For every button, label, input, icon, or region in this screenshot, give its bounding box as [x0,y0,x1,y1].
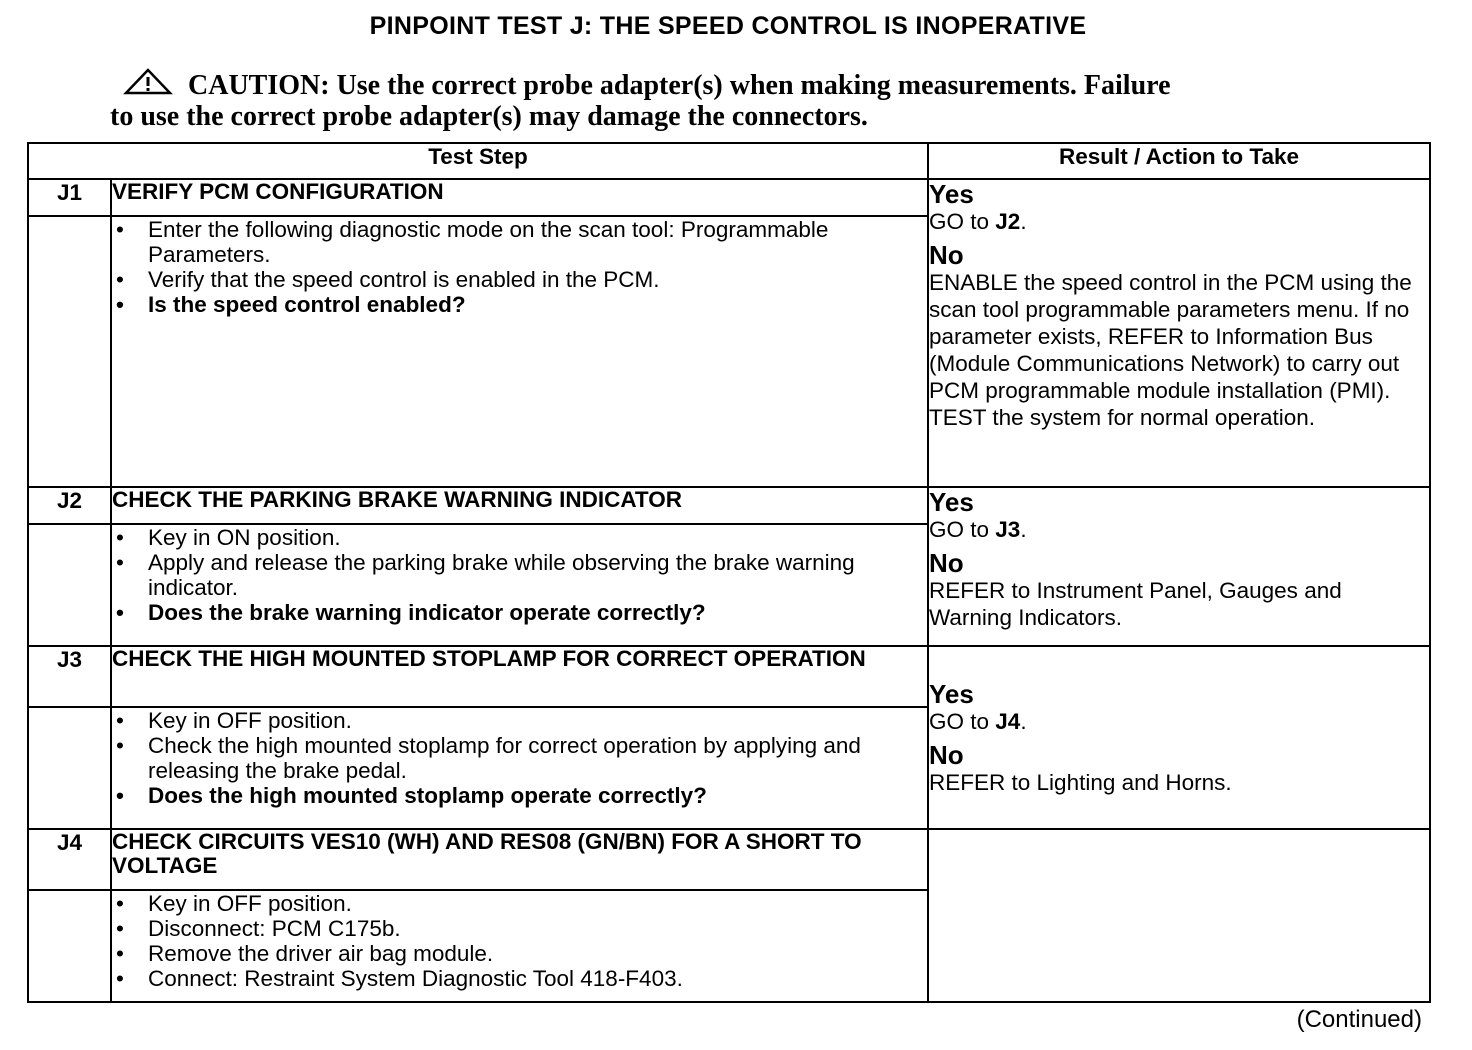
caution-notice [110,68,1330,132]
no-action: REFER to Instrument Panel, Gauges and Warning Indicators. [929,578,1342,630]
yes-action: GO to J3. [929,517,1027,542]
step-j4-result [928,829,1430,1002]
step-question: • Does the high mounted stoplamp operate correctly? [112,783,927,808]
no-action: ENABLE the speed control in the PCM using the scan tool programmable parameters menu. If no parameter exists, REFER to Information Bus (Module Communications Network) to carry out PCM programmable module installation (PMI). TEST the system for normal operation. [929,270,1412,430]
warning-triangle-icon [122,68,174,96]
yes-target: J4 [995,708,1021,734]
yes-target: J3 [995,517,1021,542]
step-id: J4 [28,829,111,890]
no-action: REFER to Lighting and Horns. [929,769,1232,795]
step-title: CHECK THE PARKING BRAKE WARNING INDICATOR [111,487,928,524]
step-j2-title-row [28,487,1430,524]
no-label: No [929,548,964,578]
yes-target: J2 [995,209,1021,234]
step-bullet: • Key in ON position. [112,525,927,550]
yes-label: Yes [929,179,974,209]
pinpoint-test-table [27,142,1431,1003]
continued-label: (Continued) [1296,1006,1422,1033]
step-id: J3 [28,646,111,707]
step-body [111,707,928,829]
step-j1-result [928,179,1430,487]
caution-line-1: Use the correct probe adapter(s) when making measurements. Failure [336,70,1171,101]
step-question: • Does the brake warning indicator operate correctly? [112,600,927,625]
caution-label: CAUTION: [188,70,330,101]
step-bullet: • Check the high mounted stoplamp for correct operation by applying and releasing the brake pedal. [112,733,927,783]
step-j3-title-row [28,646,1430,707]
step-bullet: • Connect: Restraint System Diagnostic Tool 418-F403. [112,966,927,991]
step-id-spacer [28,524,111,646]
yes-label: Yes [929,487,974,517]
step-title: VERIFY PCM CONFIGURATION [111,179,928,216]
step-id-spacer [28,707,111,829]
caution-line-2: to use the correct probe adapter(s) may damage the connectors. [110,101,868,132]
step-bullet: • Key in OFF position. [112,891,927,916]
step-bullet: • Enter the following diagnostic mode on the scan tool: Programmable Parameters. [112,217,927,267]
step-body [111,524,928,646]
step-id: J2 [28,487,111,524]
step-bullet: • Verify that the speed control is enabled in the PCM. [112,267,927,292]
no-label: No [929,739,964,770]
header-result-action: Result / Action to Take [928,143,1430,179]
page-title: PINPOINT TEST J: THE SPEED CONTROL IS INOPERATIVE [369,12,1087,40]
step-question: • Is the speed control enabled? [112,292,927,317]
step-j3-result [928,646,1430,829]
step-bullet: • Disconnect: PCM C175b. [112,916,927,941]
table-header-row [28,143,1430,179]
header-test-step: Test Step [28,143,928,179]
step-body [111,890,928,1002]
step-bullet: • Apply and release the parking brake while observing the brake warning indicator. [112,550,927,600]
step-id-spacer [28,890,111,1002]
step-j2-result [928,487,1430,646]
yes-action: GO to J4. [929,708,1027,734]
no-label: No [929,240,964,270]
step-j4-title-row [28,829,1430,890]
step-id: J1 [28,179,111,216]
step-j1-title-row [28,179,1430,216]
yes-label: Yes [929,678,974,709]
step-id-spacer [28,216,111,487]
yes-action: GO to J2. [929,209,1027,234]
step-title: CHECK CIRCUITS VES10 (WH) AND RES08 (GN/BN) FOR A SHORT TO VOLTAGE [111,829,928,890]
step-title: CHECK THE HIGH MOUNTED STOPLAMP FOR CORRECT OPERATION [111,646,928,707]
step-bullet: • Key in OFF position. [112,708,927,733]
step-bullet: • Remove the driver air bag module. [112,941,927,966]
step-body [111,216,928,487]
